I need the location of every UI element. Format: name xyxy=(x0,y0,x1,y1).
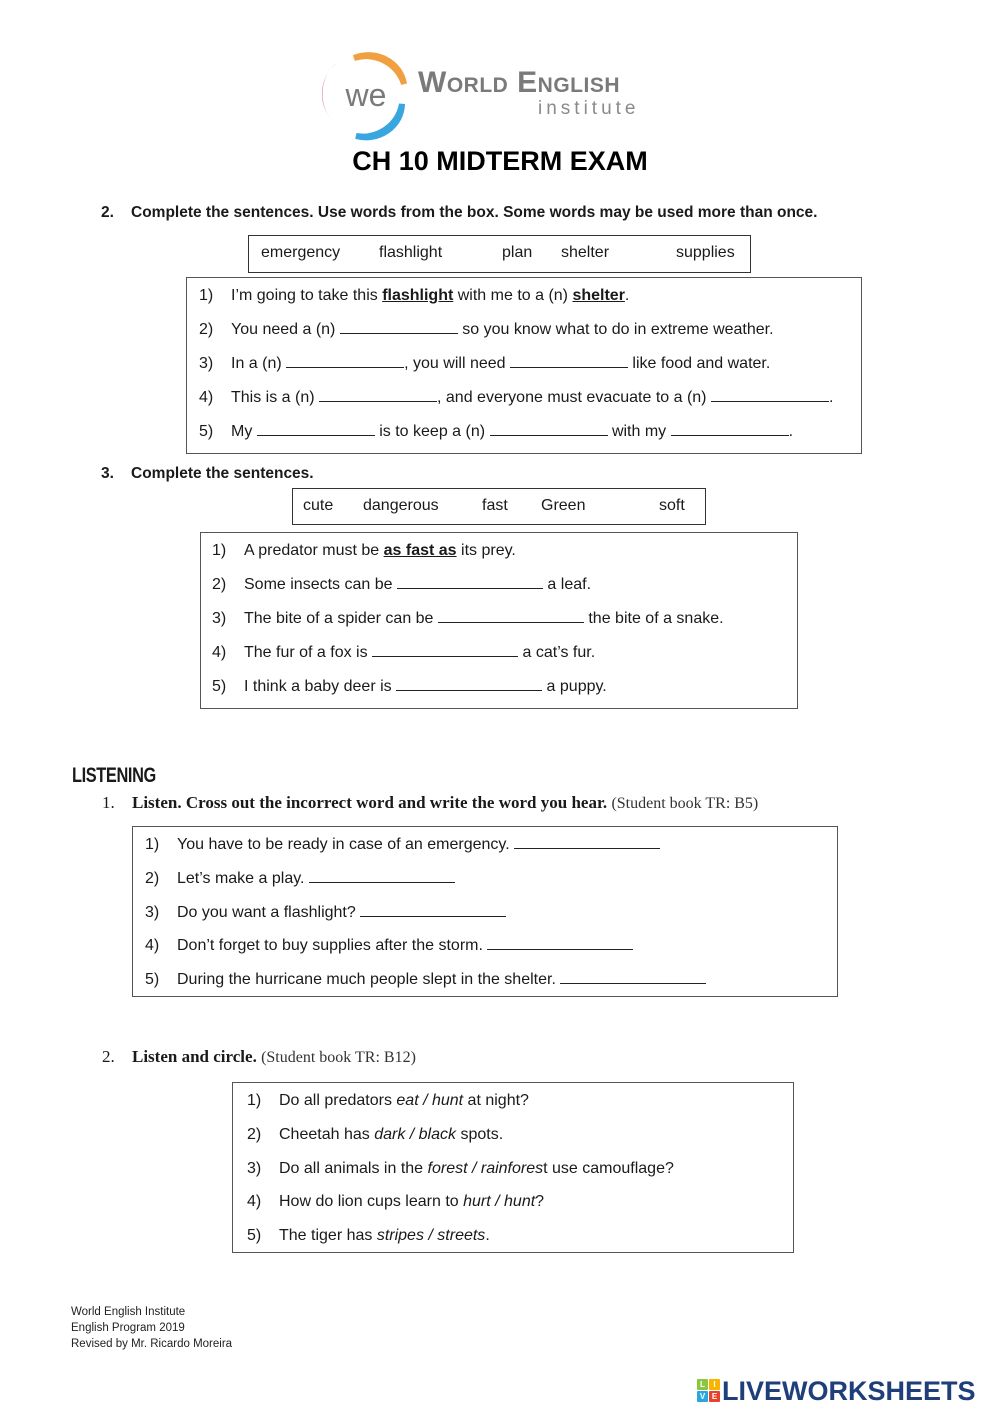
instruction-text: Listen and circle. xyxy=(132,1047,257,1066)
logo-block: L xyxy=(697,1379,708,1390)
question-number: 4) xyxy=(247,1193,262,1210)
question-item xyxy=(247,1126,503,1144)
word-bank-item: dangerous xyxy=(363,497,439,514)
answer-blank[interactable] xyxy=(490,422,608,436)
liveworksheets-logo xyxy=(697,1376,997,1406)
footer-line: World English Institute xyxy=(71,1306,186,1318)
answer-blank[interactable] xyxy=(286,354,404,368)
footer-line: Revised by Mr. Ricardo Moreira xyxy=(71,1338,233,1350)
question-text: its prey. xyxy=(456,542,516,559)
page-title: CH 10 MIDTERM EXAM xyxy=(352,146,648,176)
example-answer: as fast as xyxy=(383,542,457,559)
question-number: 3) xyxy=(199,355,214,372)
answer-blank[interactable] xyxy=(396,677,542,691)
question-text: a leaf. xyxy=(547,576,592,593)
question-text: Do you want a flashlight? xyxy=(177,904,356,921)
instruction-text: Complete the sentences. Use words from the box. Some words may be used more than once. xyxy=(131,204,818,221)
word-bank-item: supplies xyxy=(676,244,735,261)
exercise-number: 2. xyxy=(102,1047,115,1066)
question-text: , you will need xyxy=(404,355,510,372)
listening-heading: LISTENING xyxy=(72,764,156,787)
question-text: How do lion cups learn to xyxy=(279,1193,464,1210)
question-text: In a (n) xyxy=(231,355,287,372)
audio-source: (Student book TR: B12) xyxy=(261,1049,416,1066)
question-text: a puppy. xyxy=(546,678,607,695)
answer-blank[interactable] xyxy=(711,388,829,402)
answer-blank[interactable] xyxy=(319,388,437,402)
question-text: . xyxy=(828,389,834,406)
section-number: 2. xyxy=(101,204,114,221)
we-logo-icon xyxy=(316,46,412,142)
question-text: at night? xyxy=(463,1092,529,1109)
question-text: A predator must be xyxy=(244,542,384,559)
example-answer: shelter xyxy=(572,287,625,304)
question-text: The tiger has xyxy=(279,1227,377,1244)
example-answer: flashlight xyxy=(382,287,454,304)
question-text: the bite of a snake. xyxy=(588,610,724,627)
question-text: Cheetah has xyxy=(279,1126,375,1143)
listening-ex1-questions xyxy=(132,826,838,997)
svg-text:we: we xyxy=(345,77,387,113)
question-text: spots. xyxy=(456,1126,504,1143)
question-text: This is a (n) xyxy=(231,389,320,406)
question-number: 2) xyxy=(199,321,214,338)
question-text: Don’t forget to buy supplies after the storm. xyxy=(177,937,483,954)
question-text: . xyxy=(788,423,794,440)
question-number: 5) xyxy=(247,1227,262,1244)
word-bank-item: cute xyxy=(303,497,334,514)
word-bank-section-2 xyxy=(248,235,751,273)
question-text: so you know what to do in extreme weather. xyxy=(457,321,774,338)
answer-blank[interactable] xyxy=(560,970,706,984)
answer-blank[interactable] xyxy=(372,643,518,657)
section-2-questions xyxy=(186,277,862,454)
word-bank-item: shelter xyxy=(561,244,610,261)
answer-blank[interactable] xyxy=(360,903,506,917)
liveworksheets-wordmark: LIVEWORKSHEETS xyxy=(722,1376,976,1406)
question-text: a cat’s fur. xyxy=(522,644,596,661)
section-3-questions xyxy=(200,532,798,709)
question-item xyxy=(199,422,793,441)
footer-line: English Program 2019 xyxy=(71,1322,185,1334)
circle-choice[interactable]: hurt / hunt xyxy=(463,1193,536,1210)
audio-source: (Student book TR: B5) xyxy=(611,795,759,812)
footer xyxy=(71,1304,232,1352)
question-number: 5) xyxy=(212,678,227,695)
question-text: I’m going to take this xyxy=(231,287,383,304)
answer-blank[interactable] xyxy=(309,869,455,883)
question-text: , and everyone must evacuate to a (n) xyxy=(437,389,711,406)
question-item xyxy=(145,936,633,955)
circle-choice[interactable]: eat / hunt xyxy=(396,1092,464,1109)
answer-blank[interactable] xyxy=(510,354,628,368)
answer-blank[interactable] xyxy=(514,835,660,849)
question-text: During the hurricane much people slept in the shelter. xyxy=(177,971,556,988)
question-item xyxy=(247,1227,490,1245)
question-item xyxy=(212,575,591,594)
word-bank-item: soft xyxy=(659,497,685,514)
question-text: Let’s make a play. xyxy=(177,870,305,887)
question-number: 1) xyxy=(212,542,227,559)
listening-ex1-instruction xyxy=(102,793,758,813)
question-item xyxy=(145,970,706,989)
word-bank-section-3 xyxy=(292,488,706,525)
question-text: I think a baby deer is xyxy=(244,678,397,695)
word-bank-item: emergency xyxy=(261,244,341,261)
question-item xyxy=(145,869,455,888)
question-text: with me to a (n) xyxy=(453,287,573,304)
listening-ex2-questions xyxy=(232,1082,794,1253)
question-text: is to keep a (n) xyxy=(374,423,490,440)
question-number: 5) xyxy=(199,423,214,440)
question-number: 3) xyxy=(212,610,227,627)
question-item xyxy=(247,1160,674,1178)
question-text: with my xyxy=(607,423,671,440)
question-item xyxy=(199,354,770,373)
question-text: t use camouflage? xyxy=(543,1160,674,1177)
question-item xyxy=(247,1193,544,1211)
question-text: My xyxy=(231,423,257,440)
circle-choice[interactable]: stripes / streets xyxy=(376,1227,486,1244)
question-text: like food and water. xyxy=(627,355,771,372)
question-number: 2) xyxy=(247,1126,262,1143)
circle-choice[interactable]: dark / black xyxy=(374,1126,456,1143)
question-number: 5) xyxy=(145,971,160,988)
question-text: The bite of a spider can be xyxy=(244,610,438,627)
question-item xyxy=(212,643,595,662)
question-item xyxy=(199,388,833,407)
answer-blank[interactable] xyxy=(397,575,543,589)
logo-block: E xyxy=(709,1391,720,1402)
question-text: The fur of a fox is xyxy=(244,644,373,661)
question-number: 3) xyxy=(247,1160,262,1177)
question-number: 3) xyxy=(145,904,160,921)
question-number: 1) xyxy=(247,1092,262,1109)
question-item xyxy=(212,609,724,628)
question-text: . xyxy=(624,287,630,304)
question-text: Do all predators xyxy=(279,1092,397,1109)
question-number: 1) xyxy=(199,287,214,304)
answer-blank[interactable] xyxy=(257,422,375,436)
word-bank-item: plan xyxy=(502,244,533,261)
question-number: 1) xyxy=(145,836,160,853)
question-number: 2) xyxy=(145,870,160,887)
question-number: 4) xyxy=(145,937,160,954)
circle-choice[interactable]: forest / rainfores xyxy=(427,1160,544,1177)
logo-subtitle: institute xyxy=(538,98,640,119)
question-item xyxy=(212,677,607,696)
live-blocks-icon xyxy=(697,1379,721,1403)
question-text: Some insects can be xyxy=(244,576,397,593)
question-number: 4) xyxy=(199,389,214,406)
logo-block: I xyxy=(709,1379,720,1390)
question-number: 2) xyxy=(212,576,227,593)
answer-blank[interactable] xyxy=(671,422,789,436)
logo-block: V xyxy=(697,1391,708,1402)
instruction-text: Complete the sentences. xyxy=(131,465,314,482)
word-bank-item: flashlight xyxy=(379,244,443,261)
question-item xyxy=(145,835,660,854)
answer-blank[interactable] xyxy=(487,936,633,950)
question-number: 4) xyxy=(212,644,227,661)
instruction-text: Listen. Cross out the incorrect word and write the word you hear. xyxy=(132,793,608,812)
answer-blank[interactable] xyxy=(340,320,458,334)
question-text: Do all animals in the xyxy=(279,1160,428,1177)
question-text: ? xyxy=(535,1193,545,1210)
section-number: 3. xyxy=(101,465,114,482)
logo-name: World English xyxy=(418,66,620,99)
word-bank-item: Green xyxy=(541,497,586,514)
section-3-instruction xyxy=(101,465,314,483)
question-item xyxy=(199,320,774,339)
question-item xyxy=(212,542,516,560)
answer-blank[interactable] xyxy=(438,609,584,623)
question-item xyxy=(199,287,629,305)
world-english-institute-logo xyxy=(316,46,676,146)
word-bank-item: fast xyxy=(482,497,508,514)
section-2-instruction xyxy=(101,204,817,222)
question-text: You have to be ready in case of an emergency. xyxy=(177,836,510,853)
question-item xyxy=(145,903,506,922)
question-item xyxy=(247,1092,529,1110)
question-text: You need a (n) xyxy=(231,321,340,338)
exercise-number: 1. xyxy=(102,793,115,812)
listening-ex2-instruction xyxy=(102,1047,416,1067)
question-text: . xyxy=(485,1227,490,1244)
